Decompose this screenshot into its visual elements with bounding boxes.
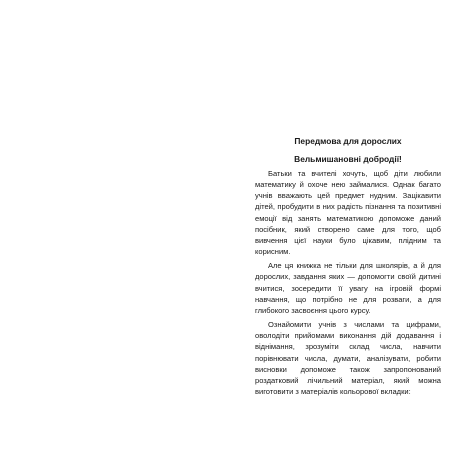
greeting-heading: Вельмишановні добродії! (294, 154, 402, 164)
paragraph-1: Батьки та вчителі хочуть, щоб діти любили математику й охоче нею займалися. Однак багато учнів вважають цей предмет нудним. Зацікавити дітей, пробудити в них радість пізнання та позитивні емоції від занять математикою допоможе даний посібник, який створено саме для того, щоб вивчення цієї науки було цікавим, плідним та корисним. (255, 169, 441, 257)
paragraph-3: Ознайомити учнів з числами та цифрами, оволодіти прийомами виконання дій додавання і віднімання, зрозуміти склад числа, навчити порівнювати числа, думати, аналізувати, робити висновки допоможе також запропонований роздатковий лічильний матеріал, який можна виготовити з матеріалів кольорової вкладки: (255, 320, 441, 396)
text-column (255, 136, 441, 400)
page-title: Передмова для дорослих (294, 136, 402, 146)
paragraph-2: Але ця книжка не тільки для школярів, а й для дорослих, завдання яких — допомогти своїй дитині вчитися, зосередити її увагу на ігровій формі навчання, що потрібно не для розваги, а для глибокого засвоєння цього курсу. (255, 261, 441, 315)
